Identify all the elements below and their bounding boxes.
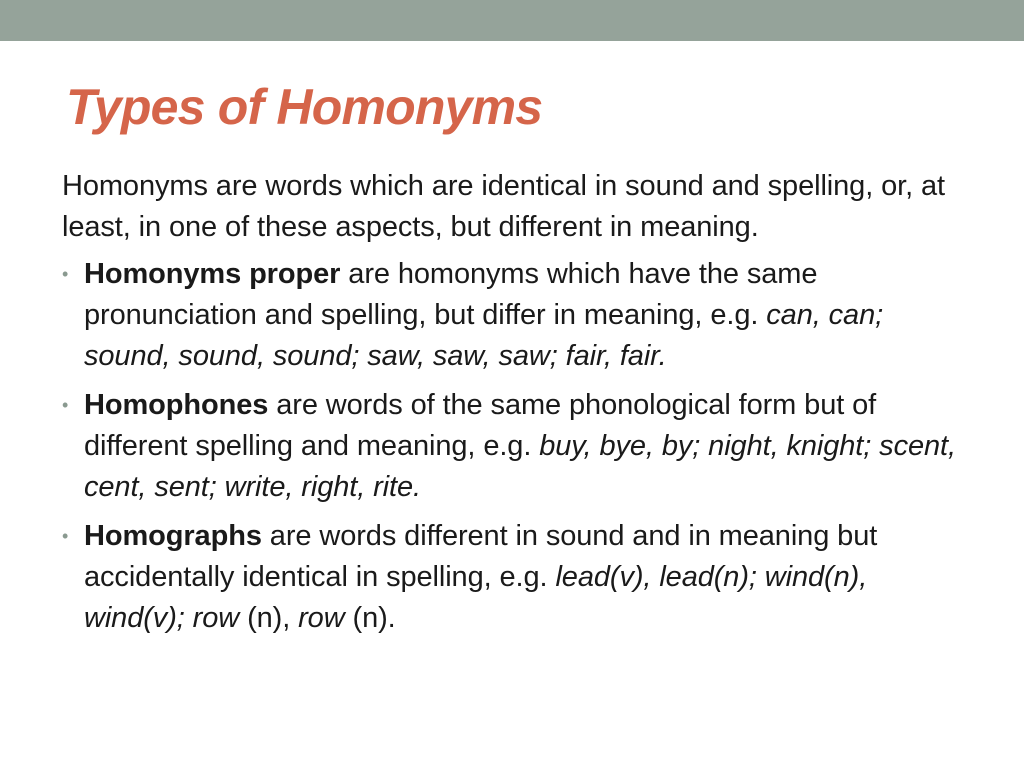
top-accent-bar <box>0 0 1024 41</box>
examples-text: can, can; sound, sound, sound; saw, saw, saw; fair, fair. <box>84 299 884 372</box>
bullet-dot-icon: • <box>62 395 69 415</box>
term-homographs: Homographs <box>84 520 262 552</box>
bullet-homophones <box>62 385 972 508</box>
term-homophones: Homophones <box>84 389 269 421</box>
definition-text: are words of the same phonological form but of different spelling and meaning, e.g. <box>84 389 877 462</box>
term-homonyms-proper: Homonyms proper <box>84 258 341 290</box>
bullet-homographs <box>62 516 972 639</box>
slide-title: Types of Homonyms <box>66 79 543 135</box>
part-of-speech-text-2: (n). <box>344 602 396 634</box>
examples-text: buy, bye, by; night, knight; scent, cent, sent; write, right, rite. <box>84 430 956 503</box>
intro-paragraph: Homonyms are words which are identical in sound and spelling, or, at least, in one of these aspects, but different in meaning. <box>62 170 945 243</box>
part-of-speech-text: (n), <box>239 602 299 634</box>
examples-text: lead(v), lead(n); wind(n), wind(v); row <box>84 561 868 634</box>
slide-body <box>62 166 972 647</box>
definition-text: are words different in sound and in meaning but accidentally identical in spelling, e.g. <box>84 520 878 593</box>
bullet-list <box>62 254 972 639</box>
examples-text-2: row <box>298 602 345 634</box>
bullet-dot-icon: • <box>62 526 69 546</box>
bullet-dot-icon: • <box>62 264 69 284</box>
definition-text: are homonyms which have the same pronunciation and spelling, but differ in meaning, e.g. <box>84 258 818 331</box>
bullet-homonyms-proper <box>62 254 972 377</box>
